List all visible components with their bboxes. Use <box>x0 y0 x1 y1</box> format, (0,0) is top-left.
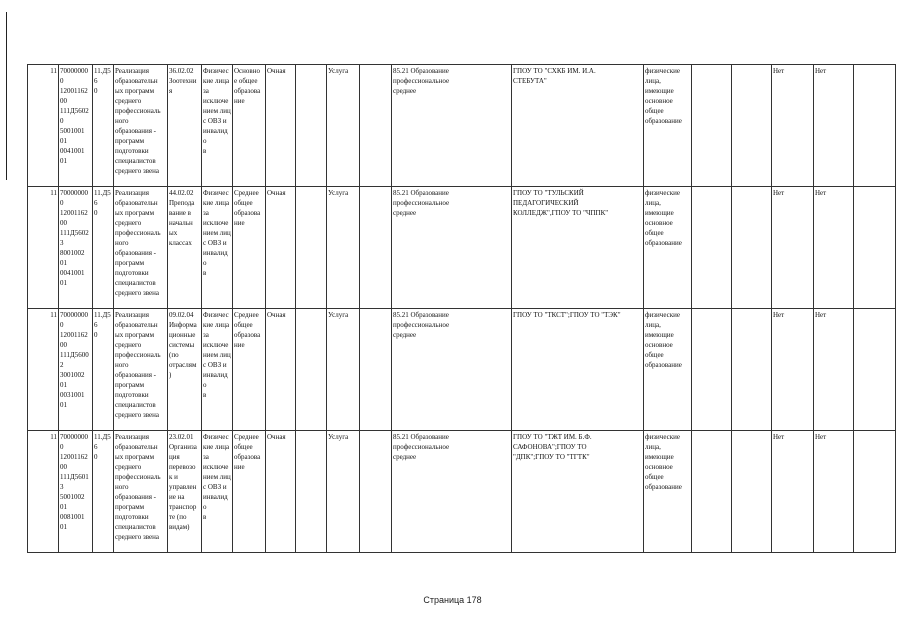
education-base: Среднее общее образова ние <box>233 309 266 431</box>
organization: ГПОУ ТО "ТЖТ ИМ. Б.Ф. САФОНОВА";ГПОУ ТО "ДПК";ГПОУ ТО "ТГТК" <box>512 431 644 553</box>
table-row <box>28 187 896 309</box>
empty-cell <box>296 431 327 553</box>
okved-description: 85.21 Образование профессиональное среднее <box>392 187 512 309</box>
flag-other: Нет <box>814 65 854 187</box>
empty-cell <box>732 65 772 187</box>
service-name: Реализация образовательн ых программ среднего профессиональ ного образования - программ подготовки специалистов среднего звена <box>114 187 168 309</box>
flag-other: Нет <box>814 309 854 431</box>
consumers: физические лица, имеющие основное общее образование <box>644 431 692 553</box>
service-name: Реализация образовательн ых программ среднего профессиональ ного образования - программ подготовки специалистов среднего звена <box>114 65 168 187</box>
table-row <box>28 65 896 187</box>
empty-cell <box>692 187 732 309</box>
empty-cell <box>732 309 772 431</box>
service-name: Реализация образовательн ых программ среднего профессиональ ного образования - программ подготовки специалистов среднего звена <box>114 309 168 431</box>
consumers: физические лица, имеющие основное общее образование <box>644 309 692 431</box>
specialty: 09.02.04 Информа ционные системы (по отраслям ) <box>168 309 202 431</box>
study-form: Очная <box>266 187 296 309</box>
empty-cell <box>360 309 392 431</box>
specialty: 36.02.02 Зоотехни я <box>168 65 202 187</box>
study-form: Очная <box>266 309 296 431</box>
okved-code: 11.Д56 0 <box>93 187 114 309</box>
row-number: 11 <box>28 187 59 309</box>
empty-cell <box>692 431 732 553</box>
organization: ГПОУ ТО "ТУЛЬСКИЙ ПЕДАГОГИЧЕСКИЙ КОЛЛЕДЖ",ГПОУ ТО "ЧППК" <box>512 187 644 309</box>
study-form: Очная <box>266 65 296 187</box>
okved-description: 85.21 Образование профессиональное среднее <box>392 309 512 431</box>
registry-code: 700000000 1200116200 111Д56020 5001001 01 0041001 01 <box>59 65 93 187</box>
flag-paid: Нет <box>772 187 814 309</box>
okved-code: 11.Д56 0 <box>93 65 114 187</box>
flag-paid: Нет <box>772 431 814 553</box>
empty-cell <box>296 187 327 309</box>
service-name: Реализация образовательн ых программ среднего профессиональ ного образования - программ подготовки специалистов среднего звена <box>114 431 168 553</box>
registry-code: 700000000 1200116200 111Д56013 5001002 01 0081001 01 <box>59 431 93 553</box>
okved-code: 11.Д56 0 <box>93 431 114 553</box>
empty-cell <box>692 309 732 431</box>
flag-paid: Нет <box>772 65 814 187</box>
consumer-category: Физичес кие лица за исключе нием лиц с ОВЗ и инвалидо в <box>202 187 233 309</box>
consumers: физические лица, имеющие основное общее образование <box>644 65 692 187</box>
organization: ГПОУ ТО "СХКБ ИМ. И.А. СТЕБУТА" <box>512 65 644 187</box>
page-number: Страница 178 <box>423 595 482 605</box>
empty-cell <box>854 431 896 553</box>
flag-paid: Нет <box>772 309 814 431</box>
empty-cell <box>360 431 392 553</box>
service-type: Услуга <box>327 431 360 553</box>
organization: ГПОУ ТО "ТКСТ";ГПОУ ТО "ТЭК" <box>512 309 644 431</box>
table-row <box>28 309 896 431</box>
specialty: 44.02.02 Препода вание в начальн ых классах <box>168 187 202 309</box>
service-type: Услуга <box>327 187 360 309</box>
row-number: 11 <box>28 65 59 187</box>
specialty: 23.02.01 Организа ция перевозо к и управлен ие на транспор те (по видам) <box>168 431 202 553</box>
empty-cell <box>296 65 327 187</box>
okved-code: 11.Д56 0 <box>93 309 114 431</box>
consumer-category: Физичес кие лица за исключе нием лиц с ОВЗ и инвалидо в <box>202 65 233 187</box>
empty-cell <box>732 431 772 553</box>
okved-description: 85.21 Образование профессиональное среднее <box>392 431 512 553</box>
consumer-category: Физичес кие лица за исключе нием лиц с ОВЗ и инвалидо в <box>202 309 233 431</box>
empty-cell <box>854 65 896 187</box>
study-form: Очная <box>266 431 296 553</box>
registry-code: 700000000 1200116200 111Д56023 8001002 01 0041001 01 <box>59 187 93 309</box>
table-row <box>28 431 896 553</box>
consumers: физические лица, имеющие основное общее образование <box>644 187 692 309</box>
empty-cell <box>360 187 392 309</box>
education-base: Среднее общее образова ние <box>233 187 266 309</box>
empty-cell <box>732 187 772 309</box>
consumer-category: Физичес кие лица за исключе нием лиц с ОВЗ и инвалидо в <box>202 431 233 553</box>
flag-other: Нет <box>814 187 854 309</box>
service-type: Услуга <box>327 65 360 187</box>
empty-cell <box>854 309 896 431</box>
empty-cell <box>360 65 392 187</box>
service-type: Услуга <box>327 309 360 431</box>
empty-cell <box>854 187 896 309</box>
education-base: Основно е общее образова ние <box>233 65 266 187</box>
margin-rule <box>6 12 7 180</box>
empty-cell <box>296 309 327 431</box>
registry-code: 700000000 1200116200 111Д56002 3001002 01 0031001 01 <box>59 309 93 431</box>
education-base: Среднее общее образова ние <box>233 431 266 553</box>
service-registry-table <box>27 64 896 553</box>
row-number: 11 <box>28 309 59 431</box>
empty-cell <box>692 65 732 187</box>
flag-other: Нет <box>814 431 854 553</box>
row-number: 11 <box>28 431 59 553</box>
okved-description: 85.21 Образование профессиональное среднее <box>392 65 512 187</box>
